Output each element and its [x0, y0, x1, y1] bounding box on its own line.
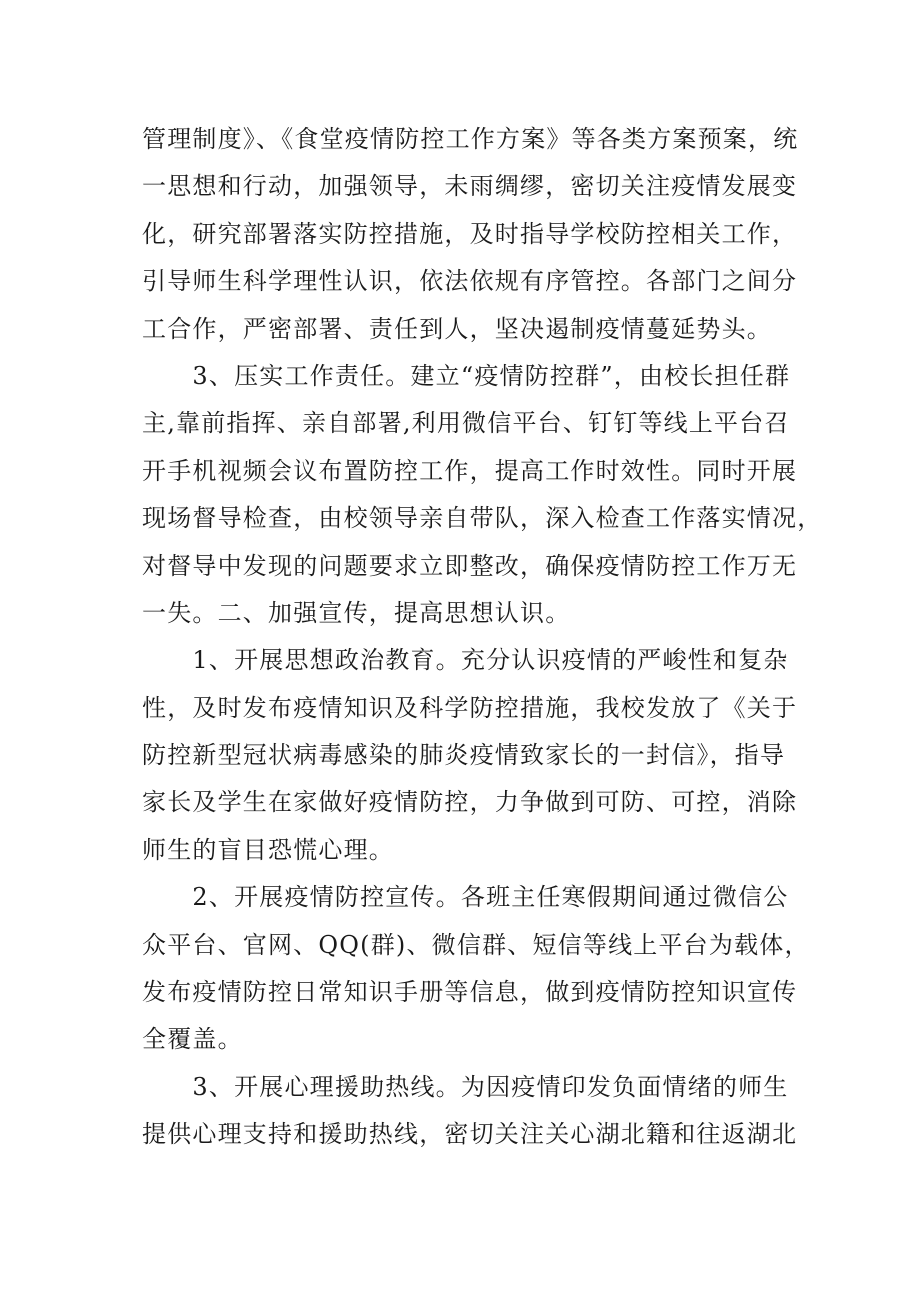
- text-line-9: 现场督导检查，由校领导亲自带队，深入检查工作落实情况，: [142, 504, 823, 533]
- text-line-11: 一失。二、加强宣传，提高思想认识。: [142, 598, 571, 627]
- text-line-14: 防控新型冠状病毒感染的肺炎疫情致家长的一封信》，指导: [142, 741, 786, 770]
- text-line-4: 引导师生科学理性认识，依法依规有序管控。各部门之间分: [142, 267, 798, 296]
- text-line-10: 对督导中发现的问题要求立即整改，确保疫情防控工作万无: [142, 551, 798, 580]
- text-line-19: 发布疫情防控日常知识手册等信息，做到疫情防控知识宣传: [142, 978, 798, 1007]
- text-line-6: 3、压实工作责任。建立“疫情防控群”，由校长担任群: [142, 361, 791, 390]
- text-line-8: 开手机视频会议布置防控工作，提高工作时效性。同时开展: [142, 456, 798, 485]
- document-body: [142, 116, 823, 1159]
- text-line-7: 主,靠前指挥、亲自部署,利用微信平台、钉钉等线上平台召: [142, 409, 790, 438]
- text-line-18: 众平台、官网、QQ(群)、微信群、短信等线上平台为载体，: [142, 930, 810, 959]
- text-line-13: 性，及时发布疫情知识及科学防控措施，我校发放了《关于: [142, 693, 798, 722]
- text-line-3: 化，研究部署落实防控措施，及时指导学校防控相关工作，: [142, 219, 798, 248]
- text-line-1: 管理制度》、《食堂疫情防控工作方案》等各类方案预案，统: [142, 125, 799, 153]
- text-line-20: 全覆盖。: [142, 1025, 243, 1054]
- text-line-2: 一思想和行动，加强领导，未雨绸缪，密切关注疫情发展变: [142, 172, 798, 201]
- text-line-16: 师生的盲目恐慌心理。: [142, 835, 394, 864]
- text-line-22: 提供心理支持和援助热线，密切关注关心湖北籍和往返湖北: [142, 1120, 798, 1149]
- text-line-15: 家长及学生在家做好疫情防控，力争做到可防、可控，消除: [142, 788, 798, 817]
- text-line-21: 3、开展心理援助热线。为因疫情印发负面情绪的师生: [142, 1072, 789, 1101]
- text-line-5: 工合作，严密部署、责任到人，坚决遏制疫情蔓延势头。: [142, 314, 772, 343]
- text-line-17: 2、开展疫情防控宣传。各班主任寒假期间通过微信公: [142, 883, 789, 912]
- text-line-12: 1、开展思想政治教育。充分认识疫情的严峻性和复杂: [142, 646, 789, 675]
